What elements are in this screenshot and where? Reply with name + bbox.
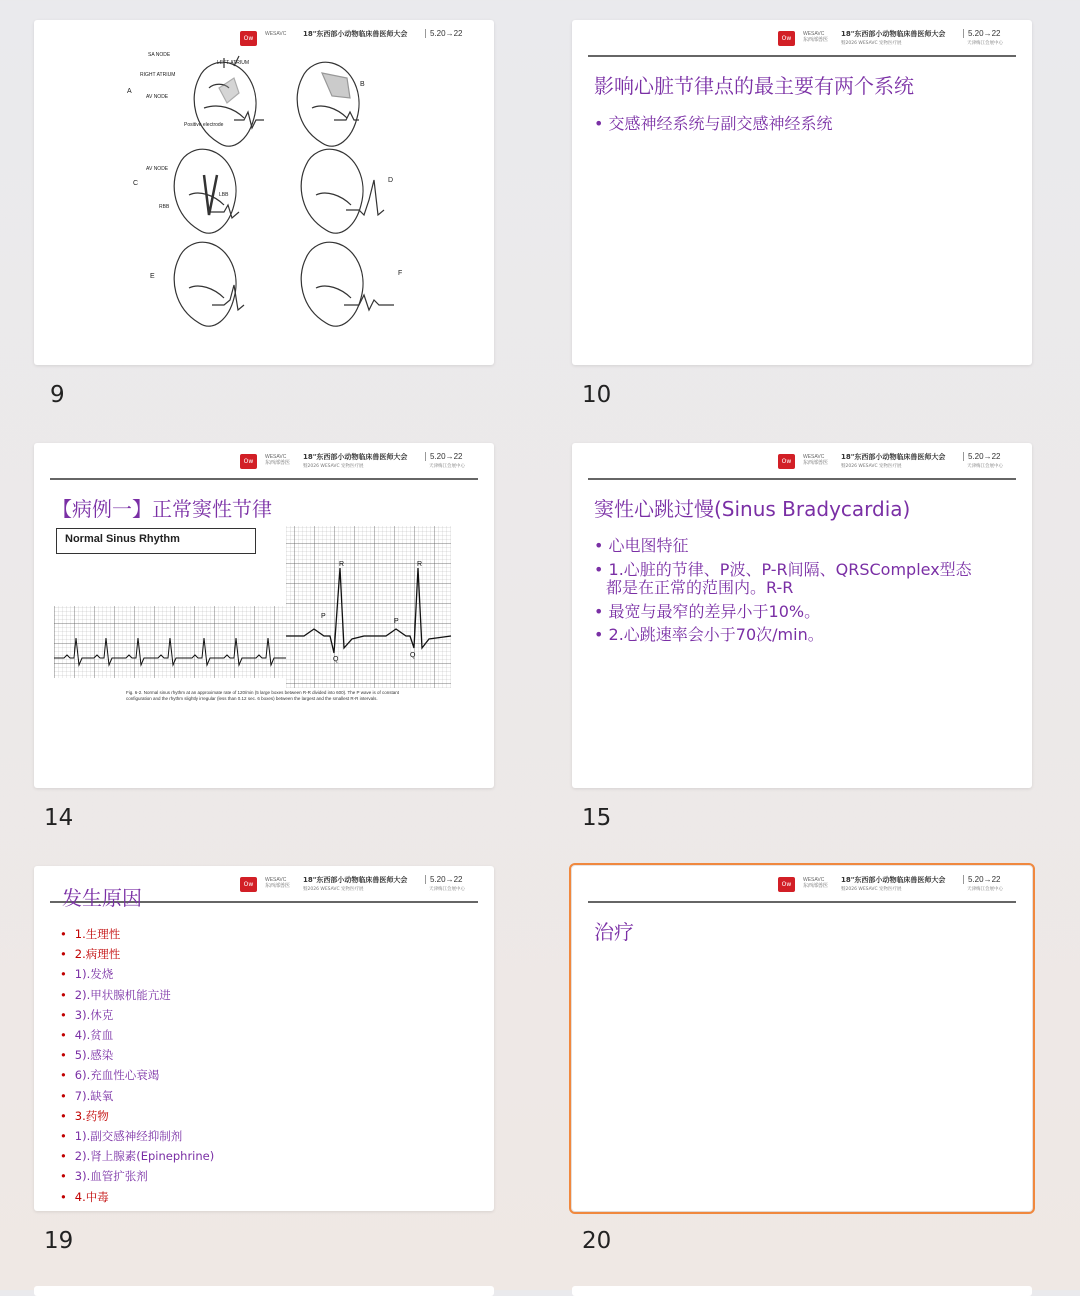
conference-date: 5.20→22: [425, 452, 462, 461]
label-b: B: [360, 81, 365, 88]
slide-header: [778, 874, 1018, 896]
conference-name: 18"东西部小动物临床兽医师大会: [303, 30, 408, 38]
list-item: • 7).缺氧: [60, 1088, 114, 1103]
ecg-trace-c: [209, 205, 239, 218]
slide-title: 窦性心跳过慢(Sinus Bradycardia): [594, 497, 911, 521]
conference-venue: 天津梅江会展中心: [967, 41, 1003, 46]
slide-thumbnail-19[interactable]: [34, 866, 494, 1211]
org-name: WESAVC 东西部兽医: [803, 454, 829, 466]
label-d: D: [388, 177, 394, 184]
header-divider: [588, 55, 1016, 57]
label-av-node: AV NODE: [146, 94, 169, 100]
brand-logo: Ow: [240, 877, 257, 892]
label-left-atrium: LEFT ATRIUM: [217, 60, 250, 66]
slide-number-9: 9: [50, 382, 65, 408]
ecg-trace-a: [234, 112, 264, 128]
list-item: • 4).贫血: [60, 1028, 114, 1043]
conference-venue: 天津梅江会展中心: [429, 464, 465, 469]
slide-number-20: 20: [582, 1228, 612, 1254]
bullet-item: • 2.心跳速率会小于70次/min。: [594, 625, 824, 644]
conference-date: 5.20→22: [425, 29, 462, 38]
ecg-trace-e: [212, 285, 244, 310]
conference-subtitle: 暨2026 WESAVC 宠物医疗展: [303, 464, 364, 469]
slide-thumbnail-next-right[interactable]: [572, 1286, 1032, 1296]
label-av-node-c: AV NODE: [146, 166, 169, 172]
slide-bullets: [594, 112, 833, 136]
svg-text:Q: Q: [410, 652, 416, 659]
label-sa-node: SA NODE: [148, 52, 171, 58]
conference-name: 18"东西部小动物临床兽医师大会: [841, 30, 946, 38]
slide-thumbnail-14[interactable]: [34, 443, 494, 788]
conference-venue: 天津梅江会展中心: [429, 887, 465, 892]
bullet-item: • 心电图特征: [594, 536, 689, 555]
conference-venue: 天津梅江会展中心: [967, 464, 1003, 469]
heart-diagram-e: [174, 242, 236, 326]
list-item: • 3).血管扩张剂: [60, 1169, 148, 1184]
label-a: A: [127, 88, 132, 95]
ecg-strip: [34, 443, 494, 788]
org-name: WESAVC 东西部兽医: [803, 877, 829, 889]
label-e: E: [150, 273, 155, 280]
list-item: • 1).副交感神经抑制剂: [60, 1129, 183, 1144]
slide-title: 治疗: [594, 920, 634, 944]
conference-name: 18"东西部小动物临床兽医师大会: [303, 453, 408, 461]
heart-diagram-a: [194, 56, 256, 146]
conference-name: 18"东西部小动物临床兽医师大会: [303, 876, 408, 884]
org-name: WESAVC 东西部兽医: [803, 31, 829, 43]
ecg-trace-d: [346, 180, 384, 215]
conference-date: 5.20→22: [963, 452, 1000, 461]
list-item: • 6).充血性心衰竭: [60, 1068, 160, 1083]
ecg-trace-b: [334, 112, 359, 120]
conference-date: 5.20→22: [963, 29, 1000, 38]
header-divider: [588, 478, 1016, 480]
conference-name: 18"东西部小动物临床兽医师大会: [841, 876, 946, 884]
heart-diagram-f: [301, 242, 363, 326]
svg-text:P: P: [394, 618, 399, 625]
slide-thumbnail-15[interactable]: [572, 443, 1032, 788]
svg-text:Q: Q: [333, 656, 339, 663]
bullet-item: • 最宽与最窄的差异小于10%。: [594, 601, 821, 621]
brand-logo: Ow: [778, 31, 795, 46]
bullet-item: • 1.心脏的节律、P波、P-R间隔、QRSComplex型态: [594, 559, 972, 579]
slide-header: [778, 451, 1018, 473]
conference-name: 18"东西部小动物临床兽医师大会: [841, 453, 946, 461]
conference-subtitle: 暨2026 WESAVC 宠物医疗展: [841, 41, 902, 46]
slide-bullets: [594, 534, 972, 647]
label-rbb: RBB: [159, 204, 170, 210]
list-item: • 5).感染: [60, 1048, 114, 1063]
slide-header: [778, 28, 1018, 50]
slide-number-15: 15: [582, 805, 612, 831]
slide-thumbnail-10[interactable]: [572, 20, 1032, 365]
label-f: F: [398, 270, 403, 277]
list-item: • 1.生理性: [60, 927, 121, 941]
org-name: WESAVC: [265, 31, 287, 37]
conference-venue: 天津梅江会展中心: [967, 887, 1003, 892]
slide-title: 【病例一】正常窦性节律: [52, 497, 272, 521]
figure-caption: Fig. 6-2. Normal sinus rhythm at an approximate rate of 120/min (5 large boxes between R-R divided into 600). The P wave is of constant configuration and the rhythm slightly irregular (less than 0.12 sec. 6 boxes) between the largest and the smallest R-R intervals.: [126, 690, 399, 701]
heart-diagram-b: [297, 62, 359, 146]
list-item: • 4.中毒: [60, 1189, 109, 1204]
brand-logo: Ow: [778, 454, 795, 469]
slide-number-14: 14: [44, 805, 74, 831]
brand-logo: Ow: [240, 31, 257, 46]
slide-title: 影响心脏节律点的最主要有两个系统: [594, 74, 914, 98]
slide-number-19: 19: [44, 1228, 74, 1254]
slide-thumbnail-20[interactable]: [572, 866, 1032, 1211]
header-divider: [588, 901, 1016, 903]
heart-conduction-diagram: [34, 20, 494, 365]
label-right-atrium: RIGHT ATRIUM: [140, 72, 176, 78]
list-item: • 2.病理性: [60, 947, 121, 962]
conference-date: 5.20→22: [963, 875, 1000, 884]
org-name: WESAVC 东西部兽医: [265, 454, 291, 466]
svg-text:R: R: [417, 561, 423, 568]
conference-subtitle: 暨2026 WESAVC 宠物医疗展: [303, 887, 364, 892]
heart-diagram-d: [301, 149, 363, 233]
list-item: • 3).休克: [60, 1007, 114, 1022]
list-item: • 2).肾上腺素(Epinephrine): [60, 1149, 215, 1164]
slide-thumbnail-next-left[interactable]: [34, 1286, 494, 1296]
label-c: C: [133, 180, 139, 187]
ecg-trace-f: [344, 295, 394, 310]
list-item: • 1).发烧: [60, 967, 114, 982]
list-item: • 3.药物: [60, 1108, 109, 1123]
slide-thumbnail-9[interactable]: [34, 20, 494, 365]
slide-header: [240, 874, 480, 896]
causes-list: [60, 924, 214, 1207]
label-lbb: LBB: [219, 192, 229, 198]
slide-title: 发生原因: [62, 886, 142, 910]
org-name: WESAVC 东西部兽医: [265, 877, 291, 889]
brand-logo: Ow: [778, 877, 795, 892]
bullet-item: • 交感神经系统与副交感神经系统: [594, 114, 833, 133]
conference-subtitle: 暨2026 WESAVC 宠物医疗展: [841, 464, 902, 469]
brand-logo: Ow: [240, 454, 257, 469]
svg-text:R: R: [339, 561, 345, 568]
label-positive-electrode: Positive electrode: [184, 122, 224, 128]
conference-date: 5.20→22: [425, 875, 462, 884]
slide-number-10: 10: [582, 382, 612, 408]
svg-text:P: P: [321, 613, 326, 620]
conference-subtitle: 暨2026 WESAVC 宠物医疗展: [841, 887, 902, 892]
list-item: • 2).甲状腺机能亢进: [60, 987, 171, 1002]
bullet-item: 都是在正常的范围内。R-R: [606, 578, 794, 597]
rhythm-label-box: Normal Sinus Rhythm: [56, 528, 256, 554]
